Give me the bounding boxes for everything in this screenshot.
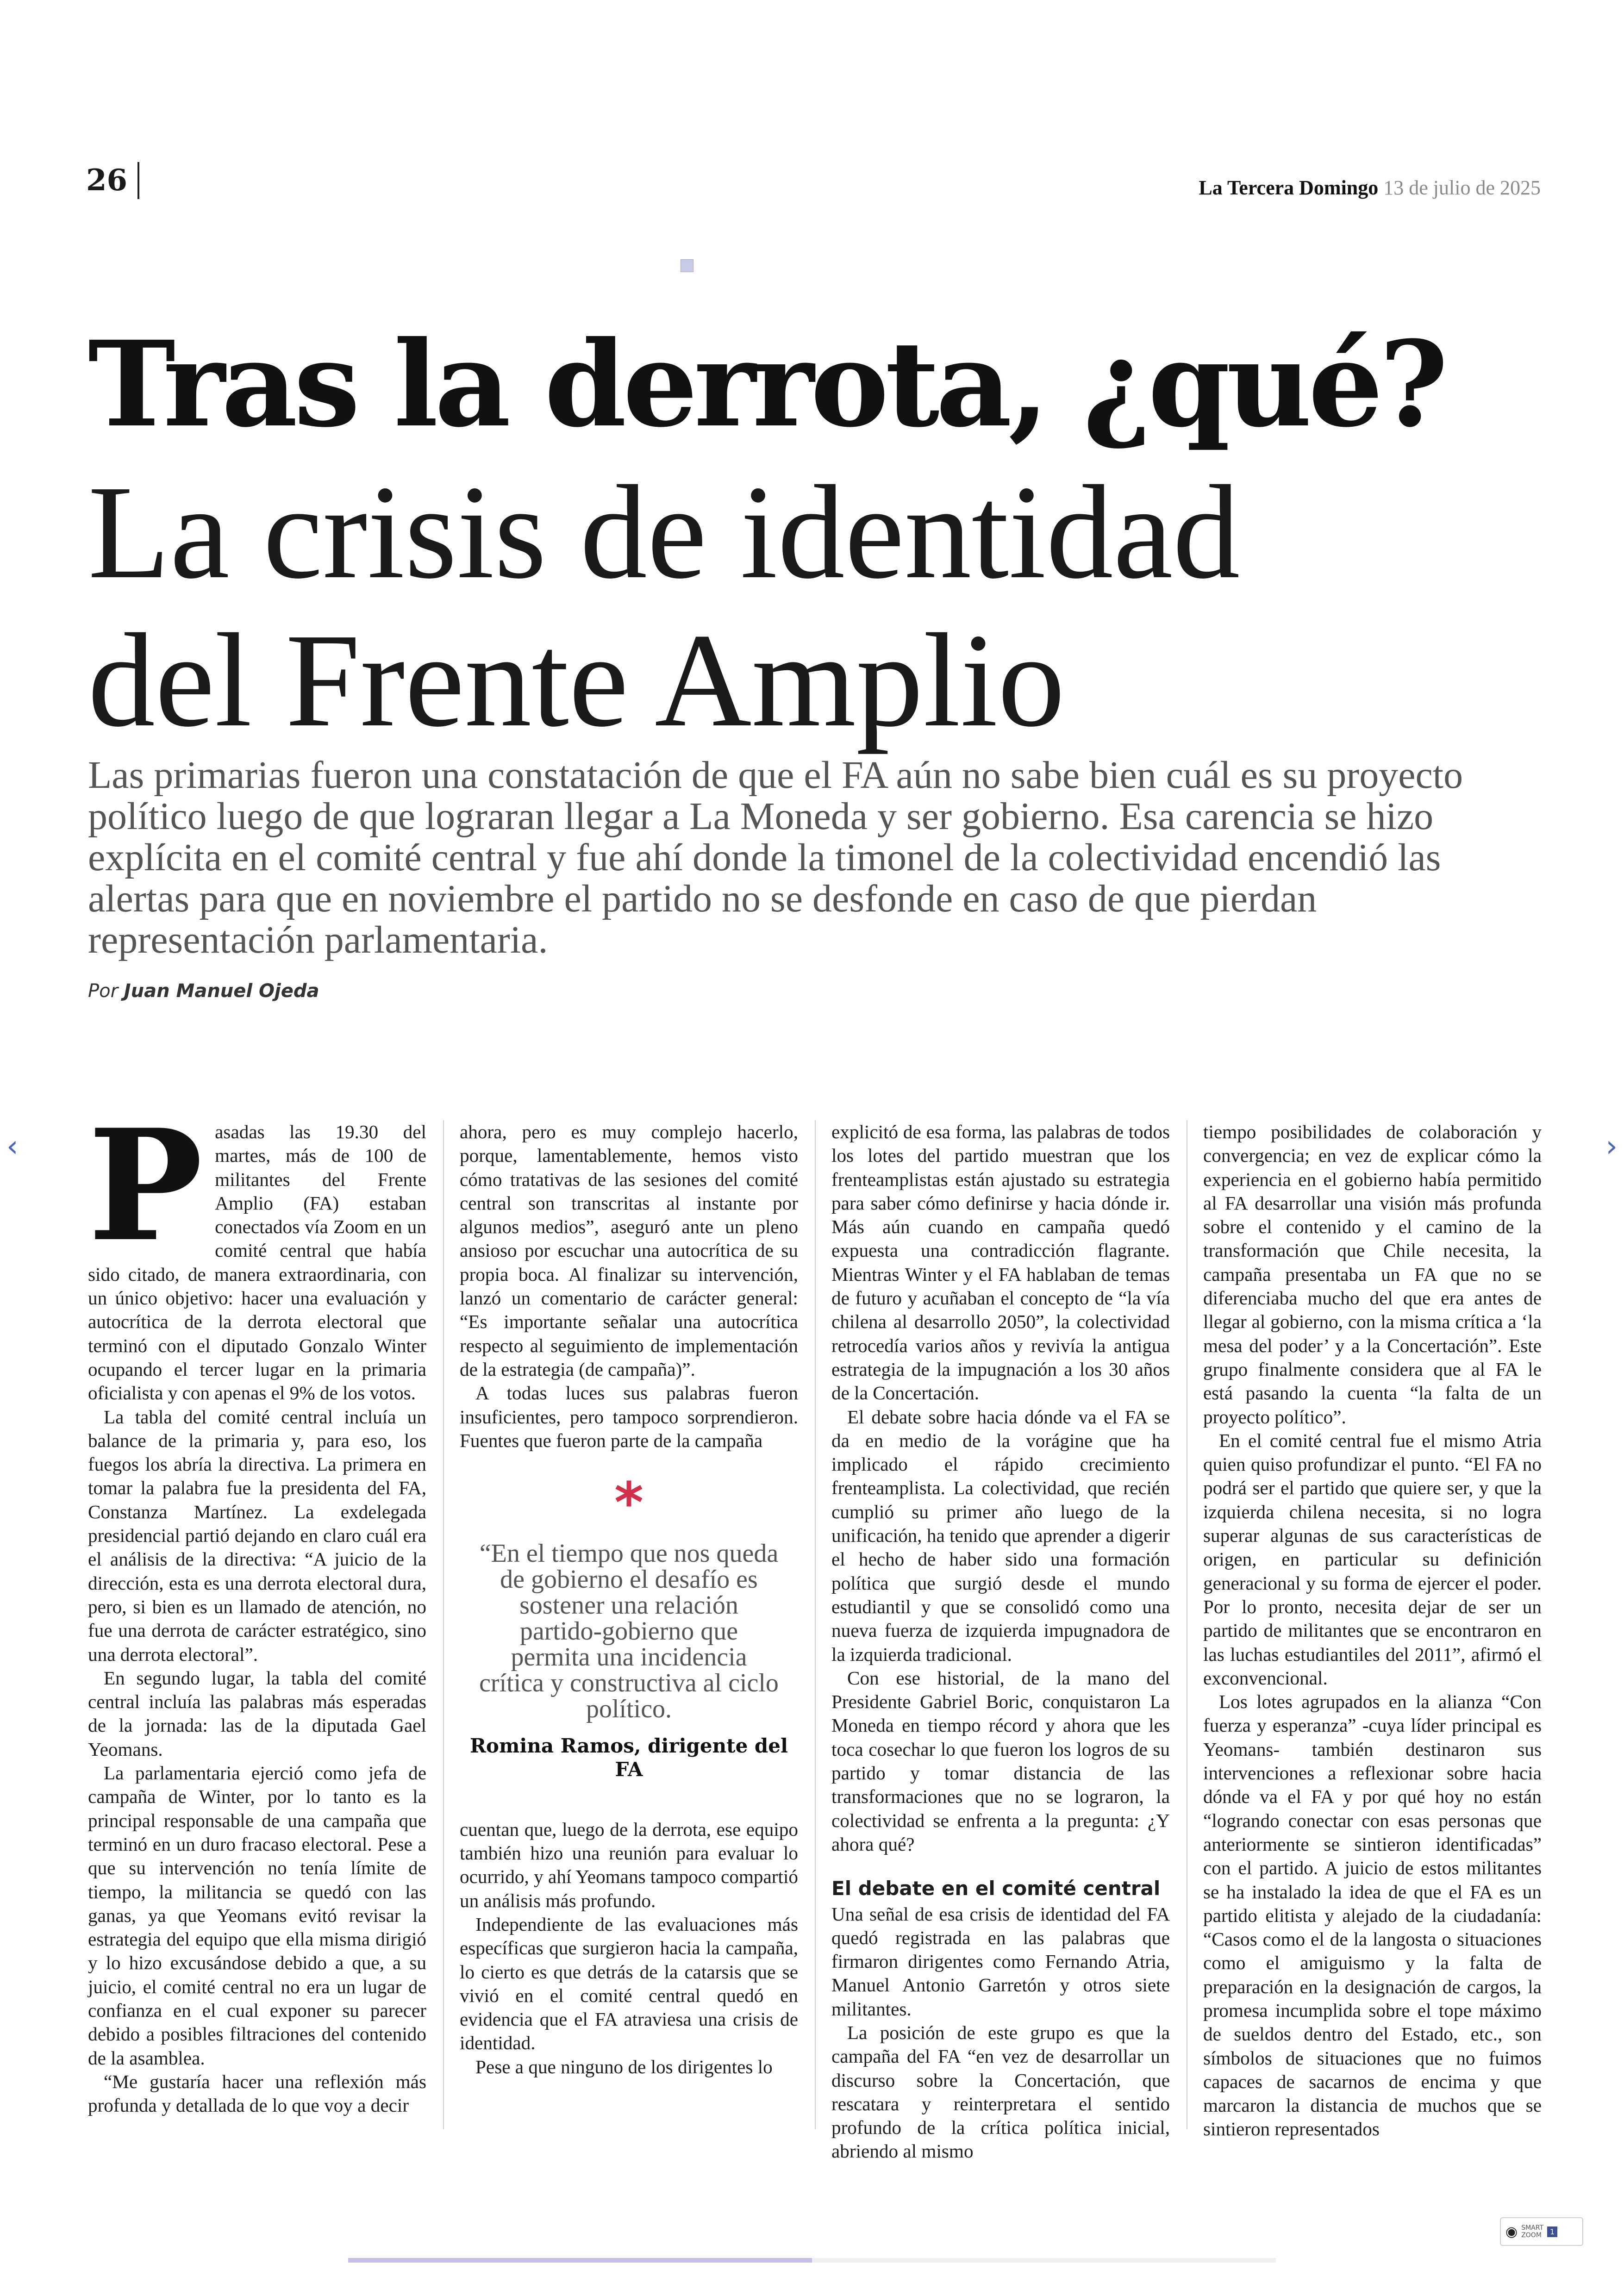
page-progress-bar[interactable] bbox=[348, 2258, 1276, 2263]
headline: Tras la derrota, ¿qué? bbox=[88, 315, 1445, 453]
pull-quote-text: “En el tiempo que nos queda de gobierno el desafío es sostener una relación partido-gobierno que permita una incidencia crítica y constructiva al ciclo político. bbox=[479, 1539, 779, 1724]
smart-zoom-label-line: SMART bbox=[1521, 2224, 1543, 2232]
paragraph: La parlamentaria ejerció como jefa de campaña de Winter, por lo tanto es la principal responsable de una campaña que terminó en un duro fracaso electoral. Pese a que su intervención no tenía límite de tiempo, la militancia se quedó con las ganas, ya que Yeomans evitó revisar la estrategia del equipo que ella misma dirigió y lo hizo excusándose debido a que, a su juicio, el comité central no era un lugar de confianza en el cual exponer su parecer debido a posibles filtraciones del contenido de la asamblea. bbox=[88, 1762, 426, 2069]
page-marker-icon[interactable] bbox=[681, 259, 693, 272]
eye-icon: ◉ bbox=[1505, 2223, 1518, 2240]
publication-name: La Tercera Domingo bbox=[1199, 176, 1379, 199]
smart-zoom-label-line: ZOOM bbox=[1521, 2232, 1542, 2239]
subhead-line: La crisis de identidad bbox=[88, 458, 1240, 606]
paragraph: La posición de este grupo es que la campaña del FA “en vez de desarrollar un discurso sobre la Concertación, que rescatara y reinterpretara el sentido profundo de la crítica política inicial, abriendo al mismo bbox=[831, 2021, 1170, 2162]
pull-quote-attribution: Romina Ramos, dirigente del FA bbox=[470, 1734, 788, 1781]
page-progress-fill bbox=[348, 2258, 812, 2263]
previous-page-arrow-icon[interactable]: ‹ bbox=[6, 1129, 19, 1164]
section-heading: El debate en el comité central bbox=[831, 1877, 1161, 1900]
paragraph: A todas luces sus palabras fueron insuficientes, pero tampoco sorprendieron. Fuentes que fueron parte de la campaña bbox=[460, 1382, 798, 1451]
article-dek: Las primarias fueron una constatación de que el FA aún no sabe bien cuál es su proyecto político luego de que lograran llegar a La Moneda y ser gobierno. Esa carencia se hizo explícita en el comité central y fue ahí donde la timonel de la colectividad encendió las alertas para que en noviembre el partido no se desfonde en caso de que pierdan representación parlamentaria. bbox=[88, 754, 1463, 961]
subhead-line: del Frente Amplio bbox=[88, 606, 1065, 755]
issue-date: 13 de julio de 2025 bbox=[1383, 176, 1541, 199]
drop-cap: P bbox=[88, 1096, 203, 1275]
smart-zoom-button[interactable] bbox=[1500, 2217, 1583, 2246]
page-number: 26 bbox=[86, 162, 139, 199]
smart-zoom-badge: 1 bbox=[1547, 2226, 1557, 2237]
paragraph: tiempo posibilidades de colaboración y convergencia; en vez de explicar cómo la experiencia en el gobierno había permitido al FA desarrollar una visión más profunda sobre el contenido y el camino de la transformación que Chile necesita, la campaña presentaba un FA que no se diferenciaba mucho del que era antes de llegar al gobierno, con la misma crítica a ‘la mesa del poder’ y a la Concertación”. Este grupo finalmente considera que al FA le está pasando la cuenta “la falta de un proyecto político”. bbox=[1203, 1121, 1542, 1428]
paragraph: Independiente de las evaluaciones más específicas que surgieron hacia la campaña, lo cierto es que detrás de la catarsis que se vivió en el comité central quedó en evidencia que el FA atraviesa una crisis de identidad. bbox=[460, 1913, 798, 2054]
byline bbox=[88, 980, 319, 1002]
paragraph: En segundo lugar, la tabla del comité central incluía las palabras más esperadas de la jornada: las de la diputada Gael Yeomans. bbox=[88, 1667, 426, 1760]
paragraph: Con ese historial, de la mano del Presidente Gabriel Boric, conquistaron La Moneda en tiempo récord y ahora que les toca cosechar lo que fueron los logros de su partido y tomar distancia de las transformaciones que no se lograron, la colectividad se enfrenta a la pregunta: ¿Y ahora qué? bbox=[831, 1667, 1170, 1855]
paragraph: explicitó de esa forma, las palabras de todos los lotes del partido muestran que los frenteamplistas están ajustado su estrategia para saber cómo definirse y hacia dónde ir. Más aún cuando en campaña quedó expuesta una contradicción flagrante. Mientras Winter y el FA hablaban de temas de futuro y acuñaban el concepto de “la vía chilena al desarrollo 2050”, la colectividad retrocedía varios años y revivía la antigua estrategia de la impugnación a los 30 años de la Concertación. bbox=[831, 1121, 1170, 1404]
masthead bbox=[1199, 176, 1541, 200]
smart-zoom-label bbox=[1521, 2224, 1543, 2239]
paragraph: La tabla del comité central incluía un balance de la primaria y, para eso, los fuegos los abría la directiva. La primera en tomar la palabra fue la presidenta del FA, Constanza Martínez. La exdelegada presidencial partió dejando en claro cuál era el análisis de la directiva: “A juicio de la dirección, esta es una derrota electoral dura, pero, si bien es un llamado de atención, no fue una derrota de carácter estratégico, sino una derrota electoral”. bbox=[88, 1406, 426, 1665]
column-2 bbox=[443, 1120, 798, 2129]
column-4 bbox=[1187, 1120, 1542, 2140]
column-1 bbox=[88, 1096, 426, 2129]
column-3 bbox=[815, 1120, 1170, 2162]
paragraph: “Me gustaría hacer una reflexión más profunda y detallada de lo que voy a decir bbox=[88, 2070, 426, 2116]
pull-quote bbox=[460, 1471, 798, 1782]
next-page-arrow-icon[interactable]: › bbox=[1605, 1129, 1618, 1164]
paragraph: Una señal de esa crisis de identidad del FA quedó registrada en las palabras que firmaron dirigentes como Fernando Atria, Manuel Antonio Garretón y otros siete militantes. bbox=[831, 1903, 1170, 2020]
article-body bbox=[88, 1096, 1542, 2162]
paragraph: Los lotes agrupados en la alianza “Con fuerza y esperanza” -cuya líder principal es Yeomans- también destinaron sus intervenciones a reflexionar sobre hacia dónde va el FA y por qué hoy no están “logrando conectar con esas personas que anteriormente se sintieron identificadas” con el partido. A juicio de estos militantes se ha instalado la idea de que el FA es un partido elitista y alejado de la ciudadanía: “Casos como el de la langosta o situaciones como el amiguismo y la falta de preparación en la designación de cargos, la promesa incumplida sobre el tope máximo de sueldos dentro del Estado, etc., son símbolos de situaciones que no fuimos capaces de sacarnos de encima y que marcaron la distancia de muchos que se sintieron representados bbox=[1203, 1691, 1542, 2140]
byline-prefix: Por bbox=[88, 980, 119, 1002]
paragraph: cuentan que, luego de la derrota, ese equipo también hizo una reunión para evaluar lo ocurrido, y ahí Yeomans tampoco compartió un análisis más profundo. bbox=[460, 1818, 798, 1911]
paragraph: En el comité central fue el mismo Atria quien quiso profundizar el punto. “El FA no podrá ser el partido que quiere ser, y que la izquierda chilena necesita, si no logra superar algunas de sus características de origen, en particular su definición generacional y su forma de ejercer el poder. Por lo pronto, necesita dejar de ser un partido de militantes que se encontraron en las luchas estudiantiles del 2011”, afirmó el exconvencional. bbox=[1203, 1429, 1542, 1689]
byline-author: Juan Manuel Ojeda bbox=[124, 980, 319, 1002]
paragraph: asadas las 19.30 del martes, más de 100 de militantes del Frente Amplio (FA) estaban conectados vía Zoom en un comité central que había sido citado, de manera extraordinaria, con un único objetivo: hacer una evaluación y autocrítica de la derrota electoral que terminó con el diputado Gonzalo Winter ocupando el tercer lugar en la primaria oficialista y con apenas el 9% de los votos. bbox=[88, 1121, 426, 1404]
subhead bbox=[88, 458, 1546, 755]
paragraph: Pese a que ninguno de los dirigentes lo bbox=[475, 2056, 773, 2077]
paragraph: El debate sobre hacia dónde va el FA se da en medio de la vorágine que ha implicado el rápido crecimiento frenteamplista. La colectividad, que recién cumplió su primer año luego de la unificación, ha tenido que aprender a digerir el hecho de haber sido una formación política que surgió desde el mundo estudiantil y que se consolidó como una nueva fuerza de izquierda impugnadora de la izquierda tradicional. bbox=[831, 1406, 1170, 1665]
paragraph: ahora, pero es muy complejo hacerlo, porque, lamentablemente, hemos visto cómo tratativas de las sesiones del comité central son transcritas al instante por algunos medios”, aseguró ante un pleno ansioso por escuchar una autocrítica de su propia boca. Al finalizar su intervención, lanzó un comentario de carácter general: “Es importante señalar una autocrítica respecto al seguimiento de implementación de la estrategia (de campaña)”. bbox=[460, 1121, 798, 1380]
asterisk-icon: * bbox=[614, 1471, 643, 1536]
